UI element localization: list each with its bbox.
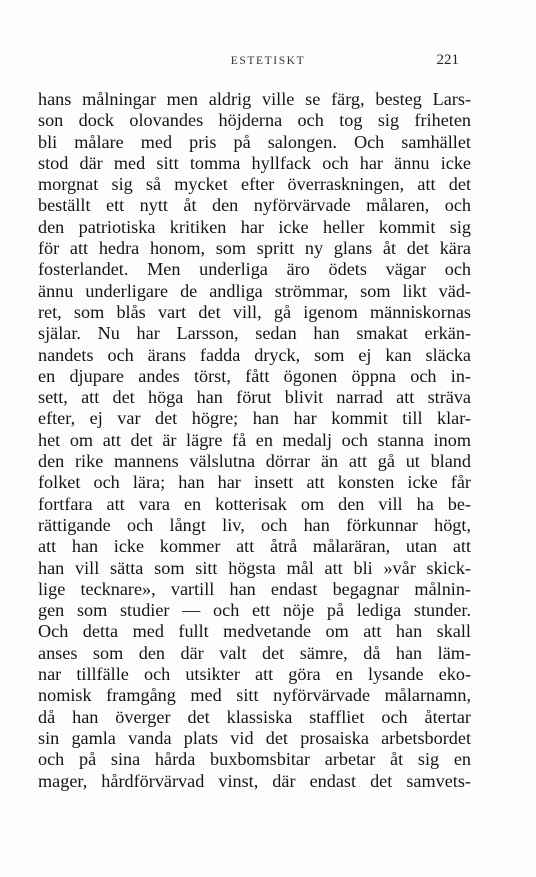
- text-line: själar. Nu har Larsson, sedan han smakat erkän-: [38, 323, 471, 344]
- text-line: morgnat sig så mycket efter överraskningen, att det: [38, 174, 471, 195]
- text-line: Och detta med fullt medvetande om att han skall: [38, 621, 471, 642]
- text-line: nar tillfälle och utsikter att göra en lysande eko-: [38, 664, 471, 685]
- text-line: fortfara att vara en kotterisak om den vill ha be-: [38, 493, 471, 514]
- text-line: att han icke kommer att åtrå målaräran, utan att: [38, 536, 471, 557]
- text-line: hans målningar men aldrig ville se färg, besteg Lars-: [38, 89, 471, 109]
- text-line: han vill sätta som sitt högsta mål att bli »vår skick-: [38, 557, 471, 578]
- text-line: gen som studier — och ett nöje på lediga stunder.: [38, 600, 471, 621]
- page-number: 221: [436, 52, 459, 68]
- text-line: stod där med sitt tomma hyllfack och har ännu icke: [38, 152, 471, 173]
- text-line: en djupare andes törst, fått ögonen öppna och in-: [38, 365, 471, 386]
- text-line: fosterlandet. Men underliga äro ödets vägar och: [38, 259, 471, 280]
- text-line: efter, ej var det högre; han har kommit till klar-: [38, 408, 471, 429]
- body-text: [38, 89, 471, 792]
- text-line: rättigande och långt liv, och han förkunnar högt,: [38, 514, 471, 535]
- text-line: sett, att det höga han förut blivit narrad att sträva: [38, 387, 471, 408]
- text-line: beställt ett nytt åt den nyförvärvade målaren, och: [38, 195, 471, 216]
- text-line: den rike mannens välslutna dörrar än att gå ut bland: [38, 451, 471, 472]
- running-header: [0, 52, 536, 72]
- running-title: ESTETISKT: [230, 55, 306, 67]
- text-line: den patriotiska kritiken har icke heller kommit sig: [38, 216, 471, 237]
- text-line: för att hedra honom, som spritt ny glans åt det kära: [38, 238, 471, 259]
- text-line: mager, hårdförvärvad vinst, där endast det samvets-: [38, 770, 471, 791]
- text-line: ännu underligare de andliga strömmar, som likt väd-: [38, 280, 471, 301]
- text-line: son dock olovandes höjderna och tog sig friheten: [38, 110, 471, 131]
- text-line: nomisk framgång med sitt nyförvärvade målarnamn,: [38, 685, 471, 706]
- text-line: lige tecknare», vartill han endast begagnar målnin-: [38, 578, 471, 599]
- text-line: het om att det är lägre få en medalj och stanna inom: [38, 429, 471, 450]
- text-line: bli målare med pris på salongen. Och samhället: [38, 131, 471, 152]
- text-line: och på sina hårda buxbomsbitar arbetar åt sig en: [38, 749, 471, 770]
- text-line: sin gamla vanda plats vid det prosaiska arbetsbordet: [38, 727, 471, 748]
- text-line: nandets och ärans fadda dryck, som ej kan släcka: [38, 344, 471, 365]
- text-line: ret, som blås vart det vill, gå igenom människornas: [38, 301, 471, 322]
- text-line: då han överger det klassiska staffliet och återtar: [38, 706, 471, 727]
- text-line: folket och lära; han har insett att konsten icke får: [38, 472, 471, 493]
- text-line: anses som den där valt det sämre, då han läm-: [38, 642, 471, 663]
